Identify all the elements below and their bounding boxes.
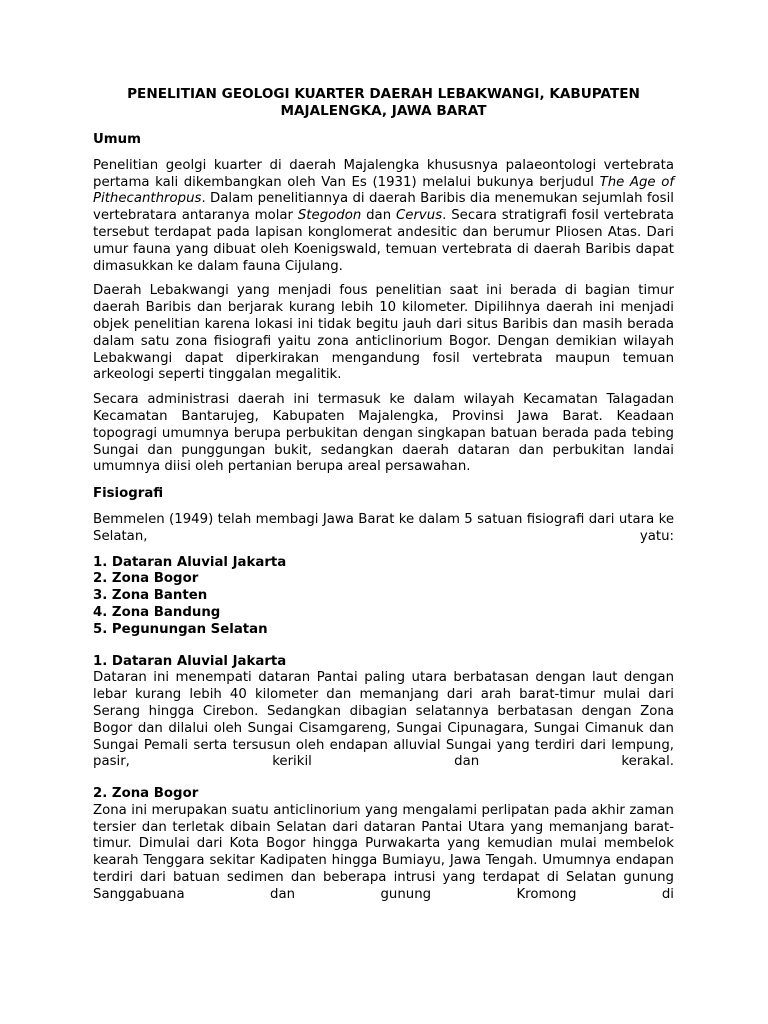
aluvial-paragraph: Dataran ini menempati dataran Pantai paling utara berbatasan dengan laut dengan lebar kurang lebih 40 kilometer dan memanjang dari arah barat-timur mulai dari Serang hingga Cirebon. Sedangkan dibagian selatannya berbatasan dengan Zona Bogor dan dilalui oleh Sungai Cisamgareng, Sungai Cipunagara, Sungai Cimanuk dan Sungai Pemali serta tersusun oleh endapan alluvial Sungai yang terdiri dari lempung, pasir, kerikil dan kerakal. (93, 670, 674, 770)
bogor-paragraph: Zona ini merupakan suatu anticlinorium yang mengalami perlipatan pada akhir zaman tersier dan terletak dibain Selatan dari dataran Pantai Utara yang memanjang barat-timur. Dimulai dari Kota Bogor hingga Purwakarta yang kemudian mulai membelok kearah Tenggara sekitar Kadipaten hingga Bumiayu, Jawa Tengah. Umumnya endapan terdiri dari batuan sedimen dan beberapa intrusi yang terdapat di Selatan gunung Sanggabuana dan gunung Kromong di (93, 802, 674, 902)
zone-list (93, 555, 674, 639)
genus-stegodon-italic: Stegodon (297, 208, 362, 224)
subsection-heading-bogor: 2. Zona Bogor (93, 786, 199, 802)
umum-paragraph-2: Daerah Lebakwangi yang menjadi fous penelitian saat ini berada di bagian timur daerah Baribis dan berjarak kurang lebih 10 kilometer. Dipilihnya daerah ini menjadi objek penelitian karena lokasi ini tidak begitu jauh dari situs Baribis dan masih berada dalam satu zona fisiografi yaitu zona anticlinorium Bogor. Dengan demikian wilayah Lebakwangi dapat diperkirakan mengandung fosil vertebrata maupun temuan arkeologi seperti tinggalan megalitik. (93, 283, 674, 383)
umum-p1-text-e: dan (361, 208, 396, 224)
book-title-italic: The Age of Pithecanthropus (93, 174, 675, 207)
spacer (93, 771, 674, 786)
list-item: 4. Zona Bandung (93, 604, 221, 620)
umum-p1-text-c: . Dalam penelitiannya di daerah Baribis dia menemukan sejumlah fosil vertebratara antaranya molar (93, 191, 674, 224)
list-item: 5. Pegunungan Selatan (93, 621, 268, 637)
list-item: 1. Dataran Aluvial Jakarta (93, 554, 287, 570)
title-line-1: PENELITIAN GEOLOGI KUARTER DAERAH LEBAKWANGI, KABUPATEN (127, 86, 640, 102)
title-line-2: MAJALENGKA, JAWA BARAT (280, 102, 487, 119)
subsection-heading-aluvial: 1. Dataran Aluvial Jakarta (93, 653, 287, 669)
fisiografi-intro: Bemmelen (1949) telah membagi Jawa Barat ke dalam 5 satuan fisiografi dari utara ke Selatan, yatu: (93, 511, 674, 544)
list-item: 3. Zona Banten (93, 588, 208, 604)
umum-paragraph-3: Secara administrasi daerah ini termasuk ke dalam wilayah Kecamatan Talagadan Kecamatan Bantarujeg, Kabupaten Majalengka, Provinsi Jawa Barat. Keadaan topogragi umumnya berupa perbukitan dengan singkapan batuan berada pada tebing Sungai dan punggungan bukit, sedangkan daerah dataran dan perbukitan landai umumnya diisi oleh pertanian berupa areal persawahan. (93, 392, 674, 475)
list-item: 2. Zona Bogor (93, 571, 199, 587)
umum-p1-text-a: Penelitian geolgi kuarter di daerah Majalengka khususnya palaeontologi vertebrata pertama kali dikembangkan oleh Van Es (1931) melalui bukunya berjudul (93, 157, 674, 190)
umum-p1-text-g: . Secara stratigrafi fosil vertebrata tersebut terdapat pada lapisan konglomerat andesitic dan berumur Pliosen Atas. Dari umur fauna yang dibuat oleh Koenigswald, temuan vertebrata di daerah Baribis dapat dimasukkan ke dalam fauna Cijulang. (93, 208, 674, 274)
document-title (93, 86, 674, 119)
section-heading-fisiografi: Fisiografi (93, 486, 164, 502)
umum-paragraph-1 (93, 158, 674, 276)
genus-cervus-italic: Cervus (395, 208, 443, 224)
section-heading-umum: Umum (93, 132, 141, 147)
document-page (93, 86, 674, 904)
